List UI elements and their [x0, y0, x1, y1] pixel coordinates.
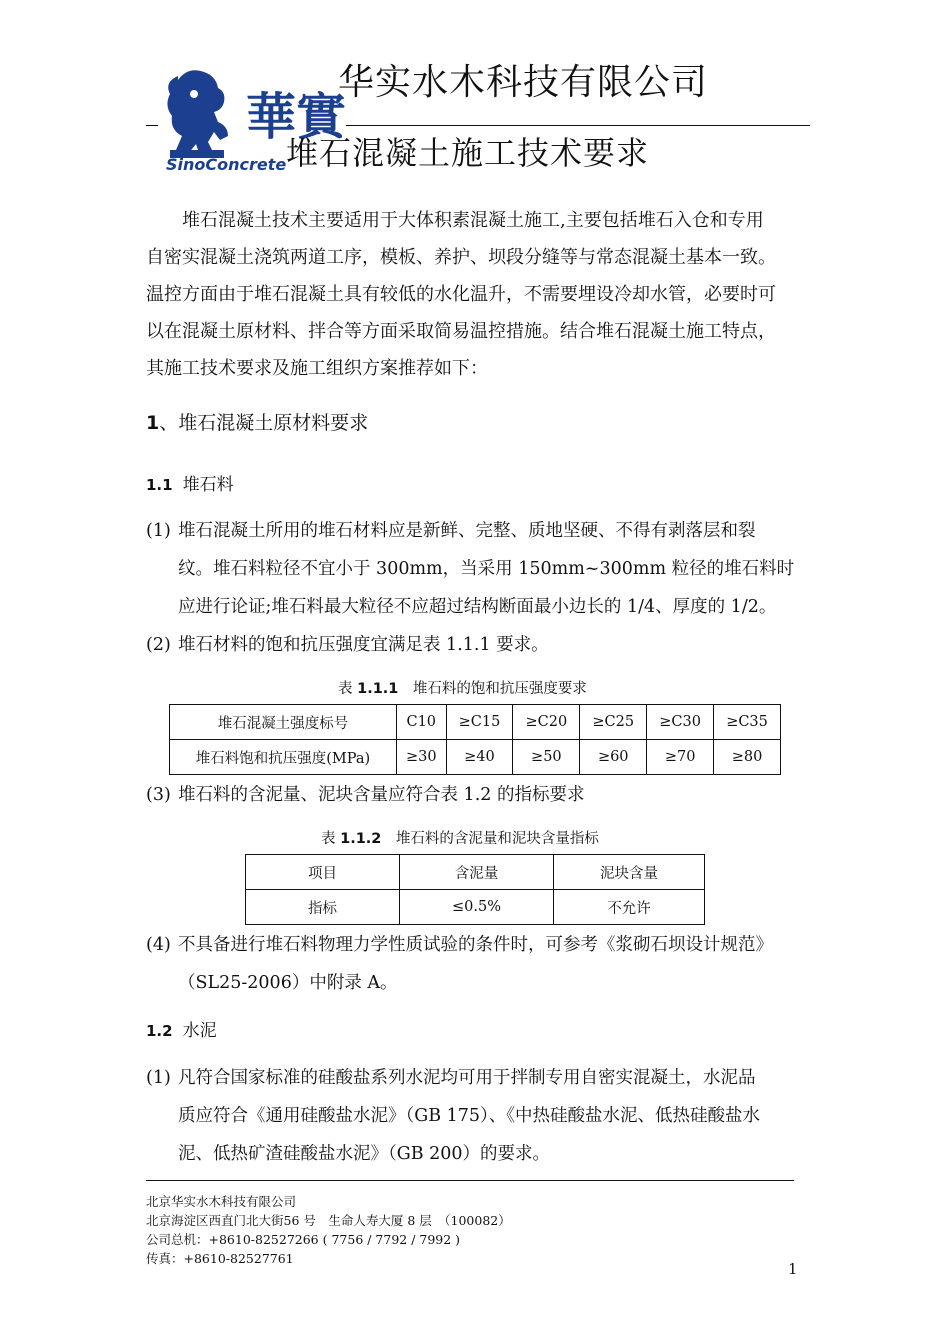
table-cell: ≥C35 [714, 705, 781, 740]
item-line: 堆石混凝土所用的堆石材料应是新鲜、完整、质地坚硬、不得有剥落层和裂 [178, 521, 756, 541]
list-item [146, 626, 810, 664]
footer-fax: 传真：+8610-82527761 [146, 1251, 294, 1266]
item-marker: (1) [146, 521, 171, 541]
table-cell: 项目 [246, 855, 400, 890]
item-line: 纹。堆石料粒径不宜小于 300mm，当采用 150mm~300mm 粒径的堆石料时 [178, 559, 795, 579]
caption-text: 堆石料的含泥量和泥块含量指标 [381, 831, 599, 847]
caption-prefix: 表 [338, 681, 358, 697]
footer [146, 1192, 511, 1268]
section-title: 、堆石混凝土原材料要求 [159, 412, 369, 434]
page-number: 1 [788, 1260, 798, 1278]
table-cell: 含泥量 [400, 855, 554, 890]
table-cell: ≥C15 [446, 705, 513, 740]
header-rule-left [146, 125, 158, 126]
logo-chars: 華實 [246, 87, 346, 146]
table-cell: ≥80 [714, 740, 781, 775]
intro-paragraph [146, 202, 810, 387]
item-line: 凡符合国家标准的硅酸盐系列水泥均可用于拌制专用自密实混凝土，水泥品 [178, 1068, 756, 1088]
item-line: 质应符合《通用硅酸盐水泥》（GB 175）、《中热硅酸盐水泥、低热硅酸盐水 [178, 1106, 761, 1126]
intro-line: 自密实混凝土浇筑两道工序，模板、养护、坝段分缝等与常态混凝土基本一致。 [146, 247, 776, 268]
table-caption [321, 827, 599, 848]
table-row [170, 740, 781, 775]
intro-line: 温控方面由于堆石混凝土具有较低的水化温升，不需要埋设冷却水管，必要时可 [146, 284, 776, 305]
footer-phone: 公司总机：+8610-82527266 ( 7756 / 7792 / 7992 ) [146, 1232, 461, 1247]
intro-line: 其施工技术要求及施工组织方案推荐如下： [146, 358, 488, 379]
page-title: 堆石混凝土施工技术要求 [286, 134, 650, 172]
intro-line: 以在混凝土原材料、拌合等方面采取简易温控措施。结合堆石混凝土施工特点， [146, 321, 776, 342]
table-caption [338, 677, 587, 698]
table-cell: ≥60 [580, 740, 647, 775]
table-row [246, 890, 705, 925]
subsection-title: 堆石料 [182, 475, 234, 495]
list-item [146, 926, 810, 1002]
table-cell: ≥70 [647, 740, 714, 775]
table-cell: ≥C30 [647, 705, 714, 740]
company-name: 华实水木科技有限公司 [338, 62, 709, 103]
intro-line: 堆石混凝土技术主要适用于大体积素混凝土施工,主要包括堆石入仓和专用 [182, 210, 764, 231]
section-number: 1 [146, 412, 160, 434]
mud-content-table [245, 854, 705, 925]
table-cell: ≥30 [397, 740, 447, 775]
table-cell: C10 [397, 705, 447, 740]
table-cell: ≤0.5% [400, 890, 554, 925]
item-marker: (3) [146, 785, 171, 805]
list-item [146, 776, 810, 814]
strength-table [169, 704, 781, 775]
subsection-heading [146, 470, 234, 495]
footer-company: 北京华实水木科技有限公司 [146, 1194, 297, 1209]
table-cell: ≥40 [446, 740, 513, 775]
footer-rule [146, 1180, 794, 1181]
logo-latin: SinoConcrete [166, 155, 287, 174]
caption-number: 1.1.2 [340, 831, 382, 847]
caption-number: 1.1.1 [357, 681, 399, 697]
header-rule-right [346, 125, 810, 126]
table-cell: 不允许 [554, 890, 705, 925]
section-heading [146, 408, 368, 435]
subsection-number: 1.1 [146, 476, 173, 494]
item-line: 不具备进行堆石料物理力学性质试验的条件时，可参考《浆砌石坝设计规范》 [178, 935, 773, 955]
item-line: 泥、低热矿渣硅酸盐水泥》（GB 200）的要求。 [178, 1144, 551, 1164]
item-line: 堆石料的含泥量、泥块含量应符合表 1.2 的指标要求 [178, 785, 585, 805]
caption-text: 堆石料的饱和抗压强度要求 [398, 681, 587, 697]
table-cell: ≥C25 [580, 705, 647, 740]
table-cell: 泥块含量 [554, 855, 705, 890]
item-line: 堆石材料的饱和抗压强度宜满足表 1.1.1 要求。 [178, 635, 549, 655]
subsection-number: 1.2 [146, 1022, 173, 1040]
list-item [146, 512, 810, 626]
list-item [146, 1059, 810, 1173]
table-row [170, 705, 781, 740]
item-marker: (1) [146, 1068, 171, 1088]
table-cell: ≥50 [513, 740, 580, 775]
subsection-title: 水泥 [182, 1021, 217, 1041]
footer-address: 北京海淀区西直门北大街56 号 生命人寿大厦 8 层 （100082） [146, 1213, 511, 1228]
item-line: （SL25-2006）中附录 A。 [178, 973, 398, 993]
table-cell: ≥C20 [513, 705, 580, 740]
table-cell: 堆石料饱和抗压强度(MPa) [170, 740, 397, 775]
subsection-heading [146, 1016, 217, 1041]
table-cell: 堆石混凝土强度标号 [170, 705, 397, 740]
item-line: 应进行论证;堆石料最大粒径不应超过结构断面最小边长的 1/4、厚度的 1/2。 [178, 597, 777, 617]
table-cell: 指标 [246, 890, 400, 925]
item-marker: (2) [146, 635, 171, 655]
caption-prefix: 表 [321, 831, 341, 847]
item-marker: (4) [146, 935, 171, 955]
table-row [246, 855, 705, 890]
